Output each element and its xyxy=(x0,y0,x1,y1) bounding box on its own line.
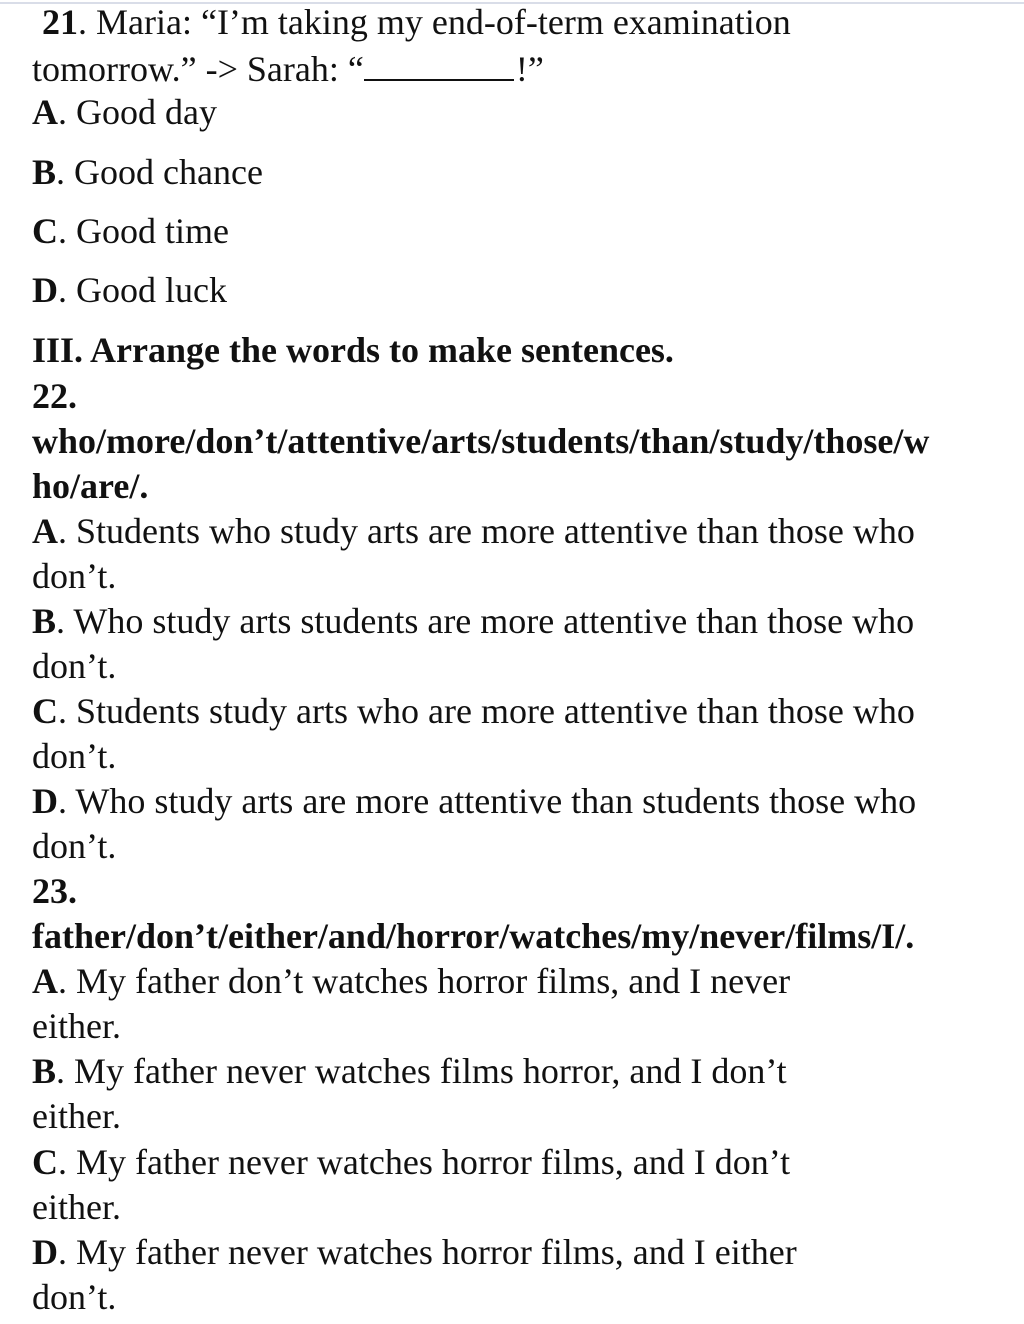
option-letter: A xyxy=(32,511,58,551)
option-letter: C xyxy=(32,211,58,251)
q21-option-c[interactable] xyxy=(32,209,229,254)
option-text: . Students study arts who are more attentive than those who xyxy=(58,691,915,731)
q23-number: 23. xyxy=(32,871,77,911)
option-letter: C xyxy=(32,1142,58,1182)
q22-option-d-cont: don’t. xyxy=(32,826,117,866)
option-text: . Good day xyxy=(58,92,217,132)
q22-option-d[interactable] xyxy=(32,779,916,824)
q21-option-d[interactable] xyxy=(32,268,227,313)
section-heading: III. Arrange the words to make sentences. xyxy=(32,330,674,370)
option-letter: C xyxy=(32,691,58,731)
q23-option-b-cont: either. xyxy=(32,1096,121,1136)
option-text: . Who study arts are more attentive than students those who xyxy=(58,781,917,821)
option-text: . Students who study arts are more attentive than those who xyxy=(58,511,915,551)
option-letter: B xyxy=(32,1051,57,1091)
q23-option-d[interactable] xyxy=(32,1230,797,1275)
q21-number: 21 xyxy=(42,2,78,42)
q21-option-b[interactable] xyxy=(32,150,263,195)
q21-line2 xyxy=(32,45,544,92)
q22-words-line1: who/more/don’t/attentive/arts/students/than/study/those/w xyxy=(32,421,930,461)
option-text: . Good luck xyxy=(58,270,227,310)
option-text: . Good time xyxy=(58,211,229,251)
q21-dialogue-end: !” xyxy=(515,49,544,89)
q22-option-c[interactable] xyxy=(32,689,915,734)
q23-option-a-cont: either. xyxy=(32,1006,121,1046)
q23-option-c[interactable] xyxy=(32,1140,790,1185)
q22-words-line2: ho/are/. xyxy=(32,466,149,506)
q21-line1 xyxy=(42,0,791,45)
option-letter: D xyxy=(32,1232,58,1272)
q22-option-a[interactable] xyxy=(32,509,915,554)
option-text: . Good chance xyxy=(56,152,263,192)
option-text: . My father don’t watches horror films, and I never xyxy=(58,961,791,1001)
q23-option-b[interactable] xyxy=(32,1049,787,1094)
q21-dialogue: tomorrow.” -> Sarah: “ xyxy=(32,49,364,89)
q21-prompt: . Maria: “I’m taking my end-of-term examination xyxy=(78,2,791,42)
q21-answer-blank xyxy=(364,45,514,81)
option-letter: D xyxy=(32,781,58,821)
q23-option-c-cont: either. xyxy=(32,1187,121,1227)
option-text: . Who study arts students are more attentive than those who xyxy=(56,601,915,641)
option-letter: D xyxy=(32,270,58,310)
q22-option-a-cont: don’t. xyxy=(32,556,117,596)
q23-option-d-cont: don’t. xyxy=(32,1277,117,1317)
q23-words: father/don’t/either/and/horror/watches/my/never/films/I/. xyxy=(32,916,915,956)
q22-number: 22. xyxy=(32,376,77,416)
option-text: . My father never watches films horror, and I don’t xyxy=(56,1051,787,1091)
option-letter: B xyxy=(32,152,57,192)
option-text: . My father never watches horror films, and I don’t xyxy=(58,1142,791,1182)
option-letter: A xyxy=(32,961,58,1001)
q23-option-a[interactable] xyxy=(32,959,790,1004)
option-letter: B xyxy=(32,601,57,641)
q22-option-b[interactable] xyxy=(32,599,914,644)
q22-option-c-cont: don’t. xyxy=(32,736,117,776)
q22-option-b-cont: don’t. xyxy=(32,646,117,686)
option-text: . My father never watches horror films, and I either xyxy=(58,1232,797,1272)
q21-option-a[interactable] xyxy=(32,90,217,135)
option-letter: A xyxy=(32,92,58,132)
